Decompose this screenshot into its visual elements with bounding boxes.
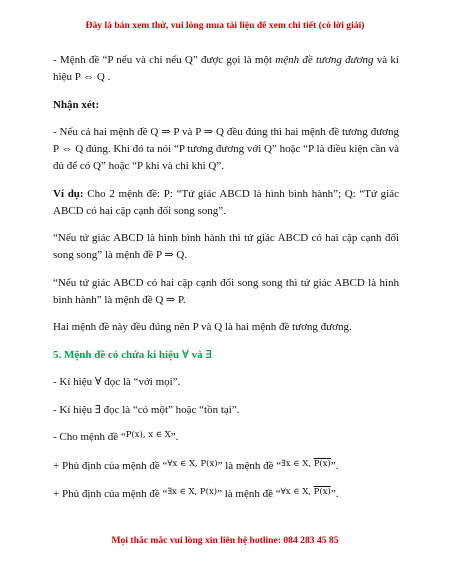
paragraph-implication-qp: “Nếu tứ giác ABCD có hai cặp cạnh đối song song thì tứ giác ABCD là hình bình hành” là mệnh đề Q ⇒ P.	[53, 276, 399, 306]
text: ”.	[170, 431, 179, 443]
example-label: Ví dụ:	[53, 187, 84, 200]
math-expression: ∀x ∈ X, P(x)	[167, 458, 218, 469]
paragraph-implication-pq: “Nếu tứ giác ABCD là hình bình hành thì tứ giác ABCD có hai cặp cạnh đối song song” là mệnh đề P ⇒ Q.	[53, 232, 399, 261]
emphasis-term: mệnh đề tương đương	[275, 54, 374, 66]
text: ” là mệnh đề “	[217, 488, 281, 500]
paragraph-negation-forall	[53, 458, 399, 476]
text: + Phủ định của mệnh đề “	[53, 488, 168, 500]
math-part: ∃x ∈ X,	[281, 458, 314, 469]
paragraph-negation-exists	[53, 486, 399, 504]
paragraph-equivalent-definition	[53, 52, 399, 86]
paragraph-exists: - Kí hiệu ∃ đọc là “có một” hoặc “tồn tại”.	[53, 403, 240, 416]
hotline-footer: Mọi thắc mắc vui lòng xin liên hệ hotline: 084 283 45 85	[111, 535, 339, 546]
math-expression	[281, 487, 331, 497]
text: ”.	[330, 459, 339, 472]
text: Cho 2 mệnh đề: P: “Tứ giác ABCD là hình bình hành”; Q: “Tứ giác ABCD có hai cặp cạnh đối song song”.	[53, 187, 399, 217]
math-negated: P(x)	[313, 458, 331, 469]
paragraph-given-proposition	[53, 429, 399, 447]
remark-heading: Nhận xét:	[53, 98, 100, 111]
text: + Phủ định của mệnh đề “	[53, 459, 168, 472]
math-negated: P(x)	[313, 487, 331, 497]
preview-banner: Đây là bản xem thử, vui lòng mua tài liệu để xem chi tiết (có lời giải)	[85, 20, 365, 31]
text: và kí hiệu P ⇔ Q .	[53, 54, 399, 83]
paragraph-conclusion: Hai mệnh đề này đều đúng nên P và Q là hai mệnh đề tương đương.	[53, 321, 352, 333]
text: - Cho mệnh đề “	[53, 431, 126, 443]
math-expression	[281, 459, 331, 469]
paragraph-example	[53, 186, 399, 220]
section-heading-quantifiers: 5. Mệnh đề có chứa kí hiệu ∀ và ∃	[53, 348, 213, 361]
text: ” là mệnh đề “	[217, 459, 282, 472]
math-part: ∀x ∈ X,	[280, 487, 314, 497]
math-expression: P(x), x ∈ X	[125, 430, 171, 440]
math-expression: ∃x ∈ X, P(x)	[167, 487, 218, 497]
paragraph-remark: - Nếu cả hai mệnh đề Q ⇒ P và P ⇒ Q đều đúng thì hai mệnh đề tương đương P ⇔ Q đúng. Khi đó ta nói “P tương đương với Q” hoặc “P là điều kiện cần và đủ để có Q” hoặc “P khi và chỉ khi Q”.	[53, 126, 399, 172]
document-body	[53, 52, 399, 515]
paragraph-forall: - Kí hiệu ∀ đọc là “với mọi”.	[53, 376, 181, 388]
text: - Mệnh đề “P nếu và chỉ nếu Q” được gọi là một	[53, 54, 276, 66]
text: ”.	[330, 488, 339, 500]
